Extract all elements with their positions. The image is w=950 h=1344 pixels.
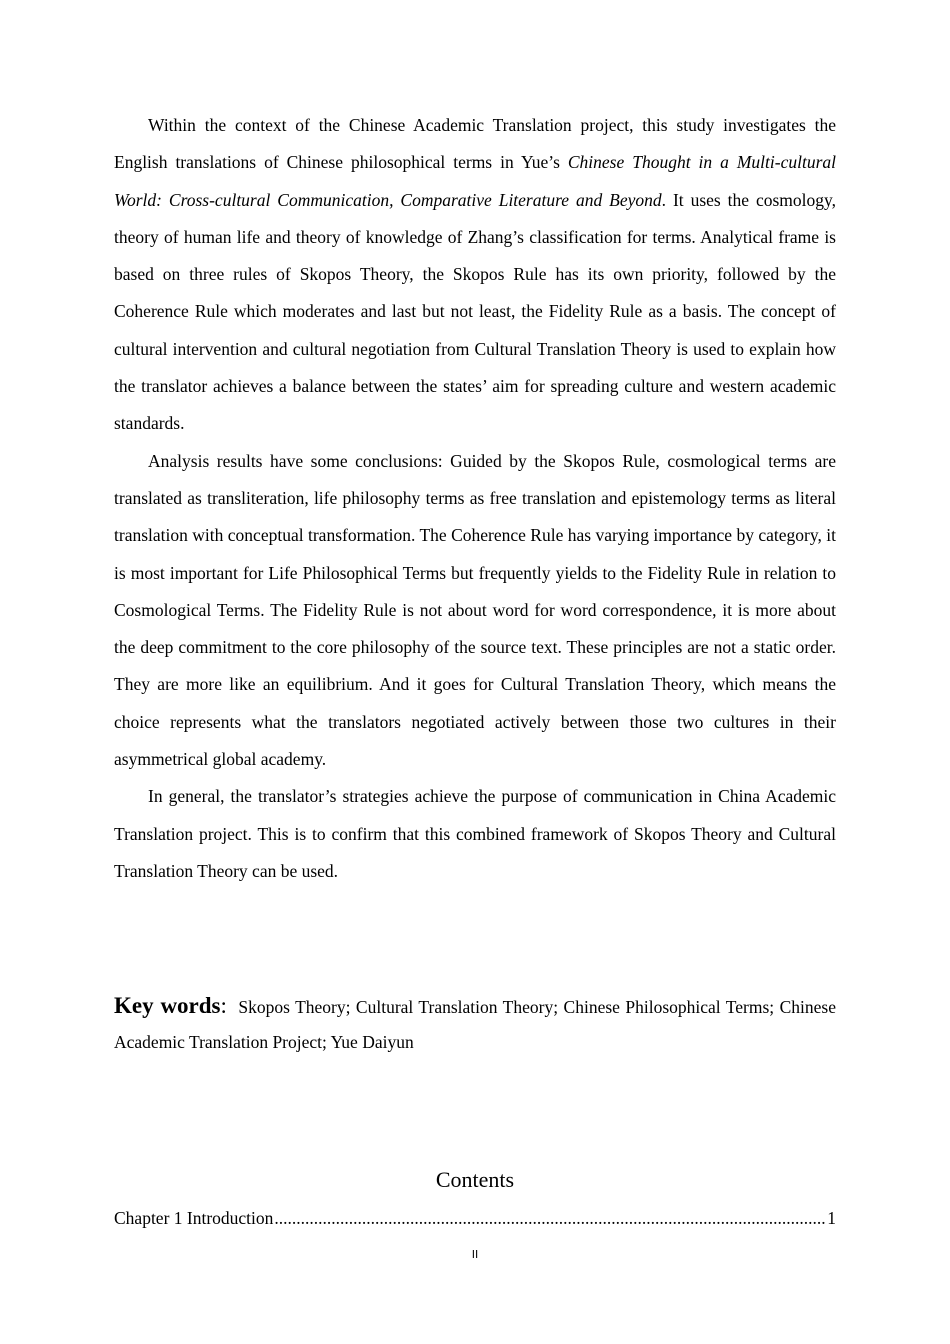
abstract-p1-intro: Within the context of the Chinese Academic Translation project, this study investigates the English translations of Chinese philosophical terms in Yue’s xyxy=(114,115,836,173)
abstract-body xyxy=(114,107,836,890)
toc-entry-title: Chapter 1 Introduction xyxy=(114,1208,274,1228)
abstract-paragraph-1 xyxy=(114,107,836,443)
book-title: Chinese Thought in a Multi-cultural World: Cross-cultural Communication, Comparative Literature and Beyond xyxy=(114,152,836,210)
abstract-paragraph-2: Analysis results have some conclusions: Guided by the Skopos Rule, cosmological terms are translated as transliteration, life philosophy terms as free translation and epistemology terms as literal translation with conceptual transformation. The Coherence Rule has varying importance by category, it is most important for Life Philosophical Terms but frequently yields to the Fidelity Rule in relation to Cosmological Terms. The Fidelity Rule is not about word for word correspondence, it is more about the deep commitment to the core philosophy of the source text. These principles are not a static order. They are more like an equilibrium. And it goes for Cultural Translation Theory, which means the choice represents what the translators negotiated actively between those two cultures in their asymmetrical global academy. xyxy=(114,450,836,770)
toc-entry-page: 1 xyxy=(827,1208,836,1228)
abstract-paragraph-3: In general, the translator’s strategies achieve the purpose of communication in China Academic Translation project. This is to confirm that this combined framework of Skopos Theory and Cultural Translation Theory can be used. xyxy=(114,786,836,881)
keywords-block xyxy=(114,988,836,1060)
keywords-colon: : xyxy=(220,993,227,1018)
contents-heading: Contents xyxy=(435,1167,515,1192)
toc-entry-chapter-1[interactable] xyxy=(114,1204,836,1232)
abstract-p1-rest: . It uses the cosmology, theory of human life and theory of knowledge of Zhang’s classification for terms. Analytical frame is based on three rules of Skopos Theory, the Skopos Rule has its own priority, followed by the Coherence Rule which moderates and last but not least, the Fidelity Rule as a basis. The concept of cultural intervention and cultural negotiation from Cultural Translation Theory is used to explain how the translator achieves a balance between the states’ aim for spreading culture and western academic standards. xyxy=(114,189,837,434)
keywords-label: Key words xyxy=(114,993,221,1018)
toc-dot-leader xyxy=(274,1204,826,1232)
page-number: II xyxy=(471,1248,479,1261)
keywords-text: Skopos Theory; Cultural Translation Theory; Chinese Philosophical Terms; Chinese Academic Translation Project; Yue Daiyun xyxy=(114,997,837,1052)
